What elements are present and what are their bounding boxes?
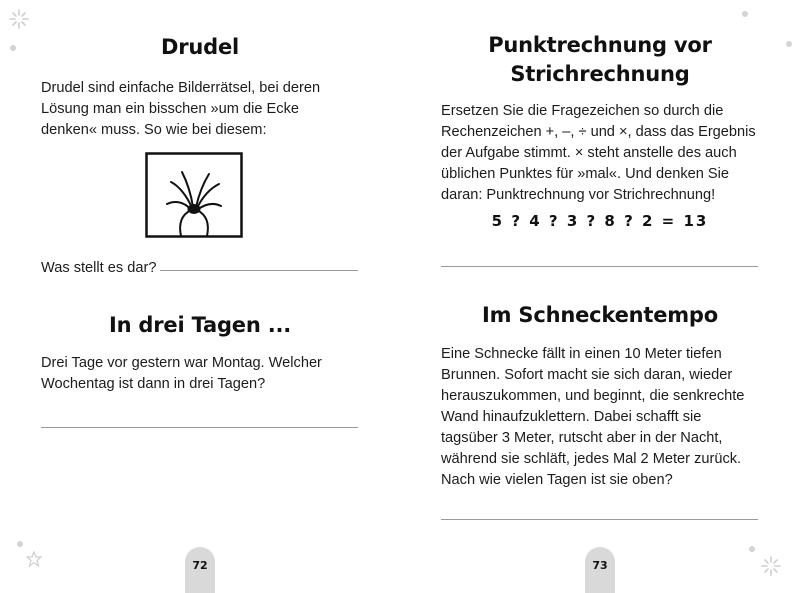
right-page	[400, 0, 800, 593]
tagen-answer-line[interactable]	[41, 426, 358, 428]
punkt-title	[440, 31, 760, 89]
drudel-answer-line[interactable]	[160, 269, 358, 271]
tagen-text: Drei Tage vor gestern war Montag. Welcher Wochentag ist dann in drei Tagen?	[41, 355, 322, 392]
page-number-tab	[185, 547, 215, 593]
punkt-title-line1: Punktrechnung vor	[488, 33, 712, 57]
punkt-answer-line[interactable]	[441, 265, 758, 267]
drudel-title: Drudel	[160, 35, 239, 59]
schnecke-text: Eine Schnecke fällt in einen 10 Meter tiefen Brunnen. Sofort macht sie sich daran, wieder herauszukommen, und beginnt, die senkrechte Wand hinaufzuklettern. Dabei schafft sie tagsüber 3 Meter, rutscht aber in der Nacht, während sie schläft, jedes Mal 2 Meter zurück. Nach wie vielen Tagen ist sie oben?	[441, 346, 745, 488]
page-number: 72	[192, 559, 208, 572]
tagen-title: In drei Tagen ...	[108, 313, 292, 337]
drudel-question: Was stellt es dar?	[41, 260, 157, 276]
schnecke-title: Im Schneckentempo	[482, 303, 718, 327]
punkt-equation: 5 ? 4 ? 3 ? 8 ? 2 = 13	[491, 212, 709, 230]
page-number: 73	[592, 559, 608, 572]
punkt-title-line2: Strichrechnung	[510, 62, 690, 86]
schnecke-answer-line[interactable]	[441, 518, 758, 520]
punkt-text: Ersetzen Sie die Fragezeichen so durch die Rechenzeichen +, –, ÷ und ×, dass das Ergebnis der Aufgabe stimmt. × steht anstelle des auch üblichen Punktes für »mal«. Und denken Sie daran: Punktrechnung vor Strichrechnung!	[441, 103, 756, 203]
drudel-text: Drudel sind einfache Bilderrätsel, bei deren Lösung man ein bisschen »um die Ecke denken« muss. So wie bei diesem:	[41, 80, 321, 138]
page-number-tab	[585, 547, 615, 593]
drudel-picture	[145, 152, 243, 238]
